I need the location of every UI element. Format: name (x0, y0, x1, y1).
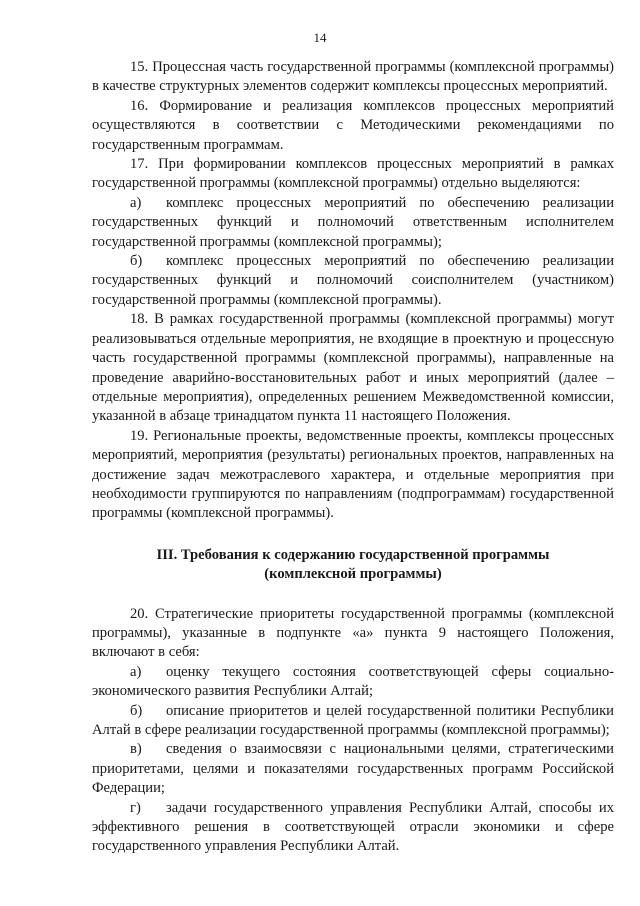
paragraph-20: 20. Стратегические приоритеты государственной программы (комплексной программы), указанные в подпункте «а» пункта 9 настоящего Положения, включают в себя: (92, 605, 614, 661)
list-item (92, 702, 614, 741)
section-heading (92, 546, 614, 585)
list-item-text: комплекс процессных мероприятий по обеспечению реализации государственных функций и полномочий ответственным исполнителем государственной программы (комплексной программы); (92, 194, 614, 250)
list-item (92, 194, 614, 252)
paragraph-16: 16. Формирование и реализация комплексов процессных мероприятий осуществляются в соответствии с Методическими рекомендациями по государственным программам. (92, 97, 614, 153)
page-number: 14 (313, 30, 327, 45)
list-marker: а) (130, 194, 142, 211)
list-item-text: комплекс процессных мероприятий по обеспечению реализации государственных функций и полномочий соисполнителем (участником) государственной программы (комплексной программы). (92, 253, 614, 308)
section-heading-line: (комплексной программы) (264, 566, 442, 583)
list-item-text: сведения о взаимосвязи с национальными целями, стратегическими приоритетами, целями и показателями государственных программ Российской Федерации; (92, 741, 614, 797)
list-item (92, 663, 614, 702)
list-item (92, 799, 614, 857)
list-marker: а) (130, 663, 142, 680)
list-item-text: задачи государственного управления Республики Алтай, способы их эффективного решения в соответствующей отрасли экономики и сфере государственного управления Республики Алтай. (92, 799, 614, 855)
list-marker: г) (130, 799, 141, 816)
document-body (92, 58, 614, 857)
paragraph-17: 17. При формировании комплексов процессных мероприятий в рамках государственной программы (комплексной программы) отдельно выделяются: (92, 156, 614, 192)
list-item (92, 740, 614, 798)
paragraph-19: 19. Региональные проекты, ведомственные проекты, комплексы процессных мероприятий, мероприятия (результаты) региональных проектов, направленных на достижение задач межотраслевого характера, и отдельные мероприятия при необходимости группируются по направлениям (подпрограммам) государственной программы (комплексной программы). (92, 427, 614, 522)
list-item (92, 252, 614, 310)
list-marker: в) (130, 741, 142, 758)
section-heading-line: III. Требования к содержанию государственной программы (156, 546, 550, 563)
list-item-text: описание приоритетов и целей государственной политики Республики Алтай в сфере реализации государственной программы (комплексной программы); (92, 702, 614, 738)
list-item-text: оценку текущего состояния соответствующей сферы социально-экономического развития Республики Алтай; (92, 663, 614, 700)
list-marker: б) (130, 702, 143, 719)
paragraph-15: 15. Процессная часть государственной программы (комплексной программы) в качестве структурных элементов содержит комплексы процессных мероприятий. (92, 59, 614, 95)
list-marker: б) (130, 253, 143, 270)
paragraph-18: 18. В рамках государственной программы (комплексной программы) могут реализовываться отдельные мероприятия, не входящие в проектную и процессную часть государственной программы (комплексной программы), направленные на проведение аварийно-восстановительных работ и иных мероприятий (далее – отдельные мероприятия), определенных решением Межведомственной комиссии, указанной в абзаце тринадцатом пункта 11 настоящего Положения. (92, 311, 614, 425)
